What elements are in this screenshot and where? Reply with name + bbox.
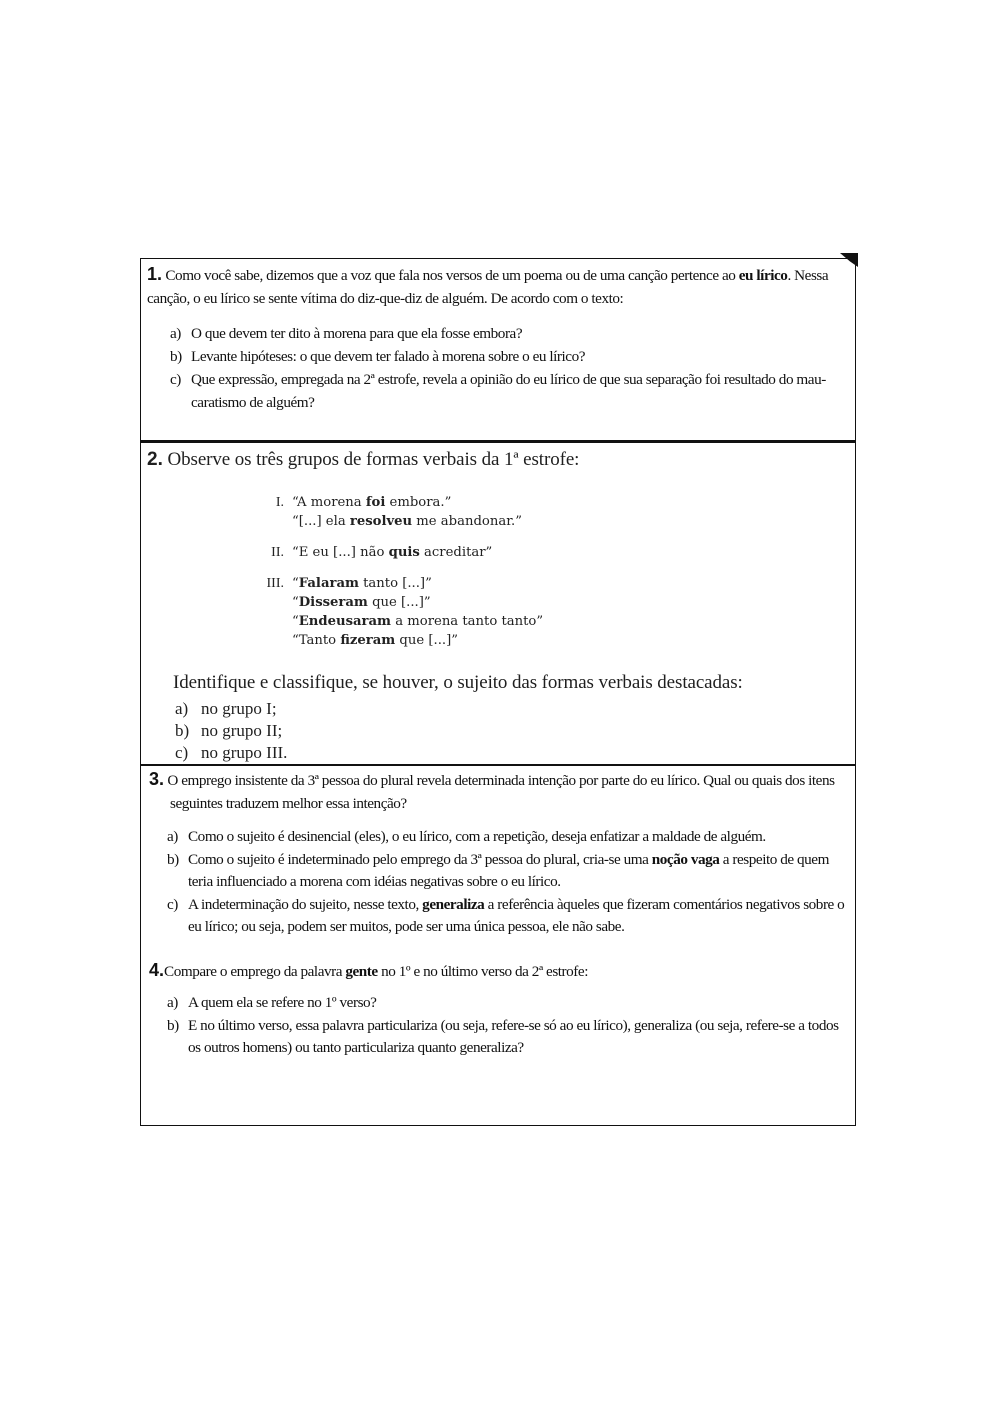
question-1	[140, 258, 856, 441]
item-label: b)	[175, 720, 190, 740]
item-label: c)	[170, 371, 181, 388]
group-numeral: I.	[275, 494, 284, 510]
item-label: c)	[175, 742, 189, 762]
group-line: “Disseram que [...]”	[292, 594, 431, 610]
item-label: b)	[167, 1016, 179, 1034]
questions-3-4	[140, 764, 856, 1126]
question-4-stem-text: Compare o emprego da palavra	[164, 962, 346, 980]
verb-group-2	[259, 543, 845, 562]
group-numeral: III.	[266, 575, 284, 591]
item-label: a)	[167, 994, 178, 1011]
group-line: “Tanto fizeram que [...]”	[292, 632, 458, 648]
question-1-stem	[147, 263, 845, 310]
question-4	[149, 959, 845, 1060]
group-line: “A morena foi embora.”	[292, 494, 452, 510]
group-line: “Endeusaram a morena tanto tanto”	[292, 613, 544, 629]
question-4-stem-text-end: no 1º e no último verso da 2ª estrofe:	[377, 962, 588, 980]
question-1-number: 1.	[147, 264, 163, 284]
question-1-stem-text-end: . Nessa canção, o eu lírico se sente vítima do diz-que-diz de alguém. De acordo com o texto:	[147, 267, 829, 307]
item-label: a)	[167, 828, 178, 845]
group-line: “[...] ela resolveu me abandonar.”	[292, 513, 522, 529]
item-label: a)	[170, 325, 181, 342]
exercise-sheet	[140, 258, 856, 1126]
question-3-number: 3.	[149, 769, 165, 789]
item-label: c)	[167, 895, 178, 913]
item-text: E no último verso, essa palavra particulariza (ou seja, refere-se só ao eu lírico), generaliza (ou seja, refere-se a todos os outros homens) ou tanto particulariza quanto generaliza?	[188, 1016, 839, 1056]
question-1-item-b	[168, 345, 845, 368]
question-2-item-b	[173, 720, 845, 742]
item-label: b)	[167, 850, 179, 868]
question-2-title-text: Observe os três grupos de formas verbais da 1ª estrofe:	[167, 448, 580, 470]
verb-group-1	[259, 493, 845, 531]
item-text: Que expressão, empregada na 2ª estrofe, revela a opinião do eu lírico de que sua separação foi resultado do mau-caratismo de alguém?	[191, 371, 826, 411]
question-3-item-a	[165, 826, 845, 849]
question-1-items	[147, 322, 845, 414]
question-4-item-a	[165, 992, 845, 1015]
question-4-items	[149, 992, 845, 1060]
question-2	[140, 440, 856, 766]
question-3-stem	[149, 768, 845, 815]
question-4-item-b	[165, 1015, 845, 1060]
group-numeral: II.	[271, 544, 284, 560]
item-label: b)	[170, 348, 182, 365]
item-text: Levante hipóteses: o que devem ter falado à morena sobre o eu lírico?	[191, 348, 586, 365]
question-2-items	[147, 698, 845, 764]
question-4-stem-bold: gente	[345, 962, 378, 980]
question-2-instruction: Identifique e classifique, se houver, o sujeito das formas verbais destacadas:	[173, 671, 743, 693]
question-3	[149, 768, 845, 939]
item-text: no grupo I;	[201, 698, 277, 718]
question-3-items	[149, 826, 845, 939]
item-text: Como o sujeito é indeterminado pelo emprego da 3ª pessoa do plural, cria-se uma noção vaga a respeito de quem teria influenciado a morena com idéias negativas sobre o eu lírico.	[188, 850, 829, 890]
question-1-item-a	[168, 322, 845, 345]
question-2-title	[147, 447, 845, 473]
item-text: no grupo III.	[201, 742, 288, 762]
verb-groups	[259, 493, 845, 650]
question-3-item-c	[165, 894, 845, 939]
question-2-number: 2.	[147, 448, 163, 470]
item-label: a)	[175, 698, 189, 718]
question-3-stem-text: O emprego insistente da 3ª pessoa do plural revela determinada intenção por parte do eu lírico. Qual ou quais dos itens seguintes traduzem melhor essa intenção?	[167, 772, 835, 812]
question-4-stem	[149, 959, 845, 984]
question-3-item-b	[165, 849, 845, 894]
question-1-stem-text: Como você sabe, dizemos que a voz que fala nos versos de um poema ou de uma canção pertence ao	[165, 267, 739, 284]
question-1-stem-bold: eu lírico	[738, 267, 788, 284]
item-text: A quem ela se refere no 1º verso?	[188, 994, 377, 1011]
item-text: no grupo II;	[201, 720, 283, 740]
item-text: O que devem ter dito à morena para que ela fosse embora?	[191, 325, 523, 342]
question-2-item-a	[173, 698, 845, 720]
group-line: “Falaram tanto [...]”	[292, 575, 432, 591]
question-4-number: 4.	[149, 959, 165, 980]
verb-group-3	[259, 574, 845, 650]
group-line: “E eu [...] não quis acreditar”	[292, 544, 493, 560]
question-1-item-c	[168, 368, 845, 414]
question-2-item-c	[173, 742, 845, 764]
item-text: Como o sujeito é desinencial (eles), o eu lírico, com a repetição, deseja enfatizar a maldade de alguém.	[188, 828, 766, 845]
item-text: A indeterminação do sujeito, nesse texto, generaliza a referência àqueles que fizeram comentários negativos sobre o eu lírico; ou seja, podem ser muitos, pode ser uma única pessoa, ele não sabe.	[188, 895, 845, 935]
